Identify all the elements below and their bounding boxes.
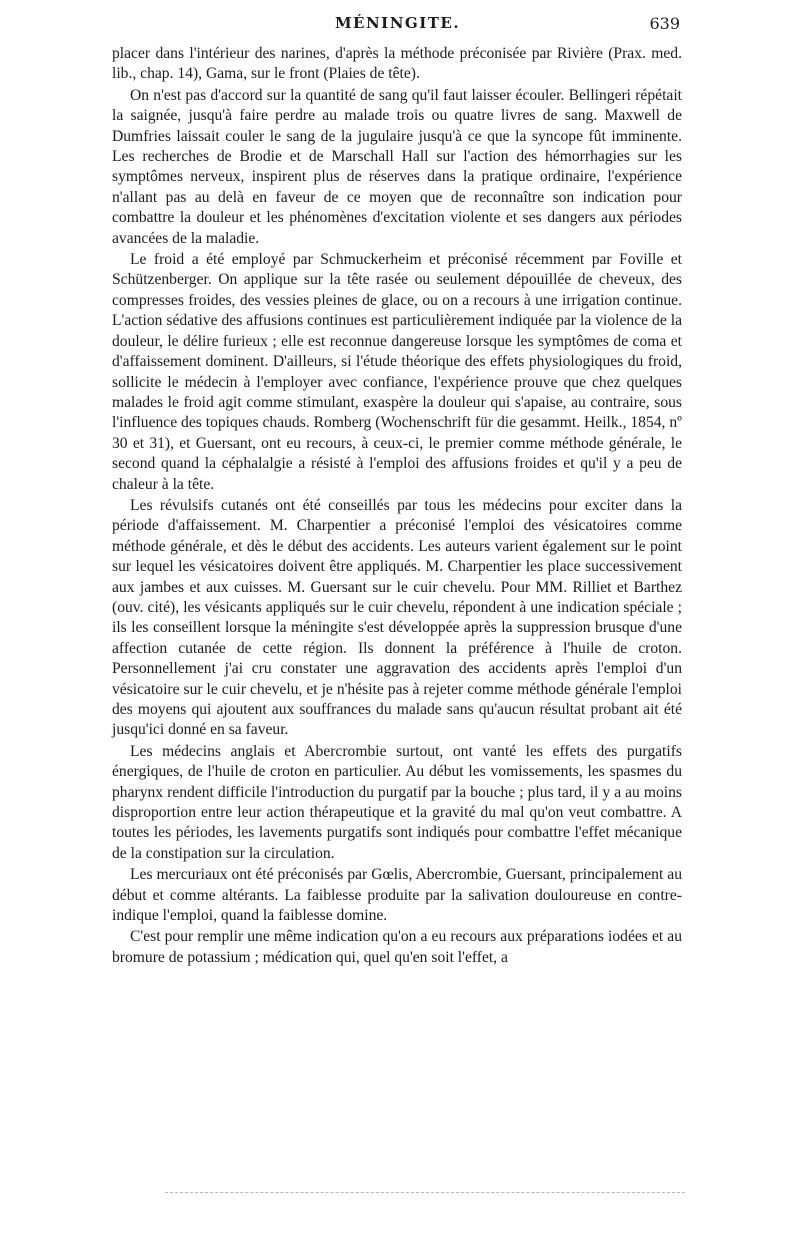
paragraph: Les médecins anglais et Abercrombie surtout, ont vanté les effets des purgatifs énergiques, de l'huile de croton en particulier. Au début les vomissements, les spasmes du pharynx rendent difficile l'introduction du purgatif par la bouche ; plus tard, il y a au moins disproportion entre leur action thérapeutique et la gravité du mal qu'on veut combattre. A toutes les périodes, les lavements purgatifs sont indiqués pour combattre l'effet mécanique de la constipation sur la circulation.: [112, 742, 682, 862]
paragraph: Les mercuriaux ont été préconisés par Gœlis, Abercrombie, Guersant, principalement au début et comme altérants. La faiblesse produite par la salivation douloureuse en contre-indique l'emploi, quand la faiblesse domine.: [112, 866, 682, 925]
page-number: 639: [649, 14, 680, 33]
paragraph: Les révulsifs cutanés ont été conseillés par tous les médecins pour exciter dans la période d'affaissement. M. Charpentier a préconisé l'emploi des vésicatoires comme méthode générale, et dès le début des accidents. Les auteurs varient également sur le point sur lequel les vésicatoires doivent être appliqués. M. Charpentier les place successivement aux jambes et aux cuisses. M. Guersant sur le cuir chevelu. Pour MM. Rilliet et Barthez (ouv. cité), les vésicants appliqués sur le cuir chevelu, répondent à une indication spéciale ; ils les conseillent lorsque la méningite s'est développée après la suppression brusque d'une affection cutanée de cette région. Ils donnent la préférence à l'huile de croton. Personnellement j'ai cru constater une aggravation des accidents après l'emploi d'un vésicatoire sur le cuir chevelu, et je n'hésite pas à rejeter comme méthode générale l'emploi des moyens qui ajoutent aux souffrances du malade sans qu'aucun résultat probant ait été jusqu'ici donné en sa faveur.: [112, 496, 682, 739]
running-head: [115, 14, 680, 40]
body-text: [112, 44, 682, 969]
paragraph: C'est pour remplir une même indication qu'on a eu recours aux préparations iodées et au bromure de potassium ; médication qui, quel qu'en soit l'effet, a: [112, 928, 682, 966]
paragraph: placer dans l'intérieur des narines, d'après la méthode préconisée par Rivière (Prax. med. lib., chap. 14), Gama, sur le front (Plaies de tête).: [112, 45, 682, 83]
running-title: MÉNINGITE.: [334, 14, 461, 32]
paragraph: On n'est pas d'accord sur la quantité de sang qu'il faut laisser écouler. Bellingeri répétait la saignée, jusqu'à faire perdre au malade trois ou quatre livres de sang. Maxwell de Dumfries laissait couler le sang de la jugulaire jusqu'à ce que la syncope fût imminente. Les recherches de Brodie et de Marschall Hall sur l'action des hémorrhagies sur les symptômes nerveux, inspirent plus de réserves dans la pratique ordinaire, l'expérience n'allant pas au delà en faveur de ce moyen que de reconnaître son indication pour combattre la douleur et les phénomènes d'excitation violente et ses dangers aux périodes avancées de la maladie.: [112, 86, 682, 247]
bottom-rule: [165, 1192, 685, 1193]
paragraph: Le froid a été employé par Schmuckerheim et préconisé récemment par Foville et Schützenberger. On applique sur la tête rasée ou seulement dépouillée de cheveux, des compresses froides, des vessies pleines de glace, ou on a recours à une irrigation continue. L'action sédative des affusions continues est particulièrement indiquée par la violence de la douleur, le délire furieux ; elle est reconnue dangereuse lorsque les symptômes de coma et d'affaissement dominent. D'ailleurs, si l'étude théorique des effets physiologiques du froid, sollicite le médecin à l'employer avec confiance, l'expérience prouve que chez quelques malades le froid agit comme stimulant, exaspère la douleur qui s'apaise, au contraire, sous l'influence des topiques chauds. Romberg (Wochenschrift für die gesammt. Heilk., 1854, nº 30 et 31), et Guersant, ont eu recours, à ceux-ci, le premier comme méthode générale, le second quand la céphalalgie a résisté à l'emploi des affusions froides et qu'il y a peu de chaleur à la tête.: [112, 251, 682, 493]
